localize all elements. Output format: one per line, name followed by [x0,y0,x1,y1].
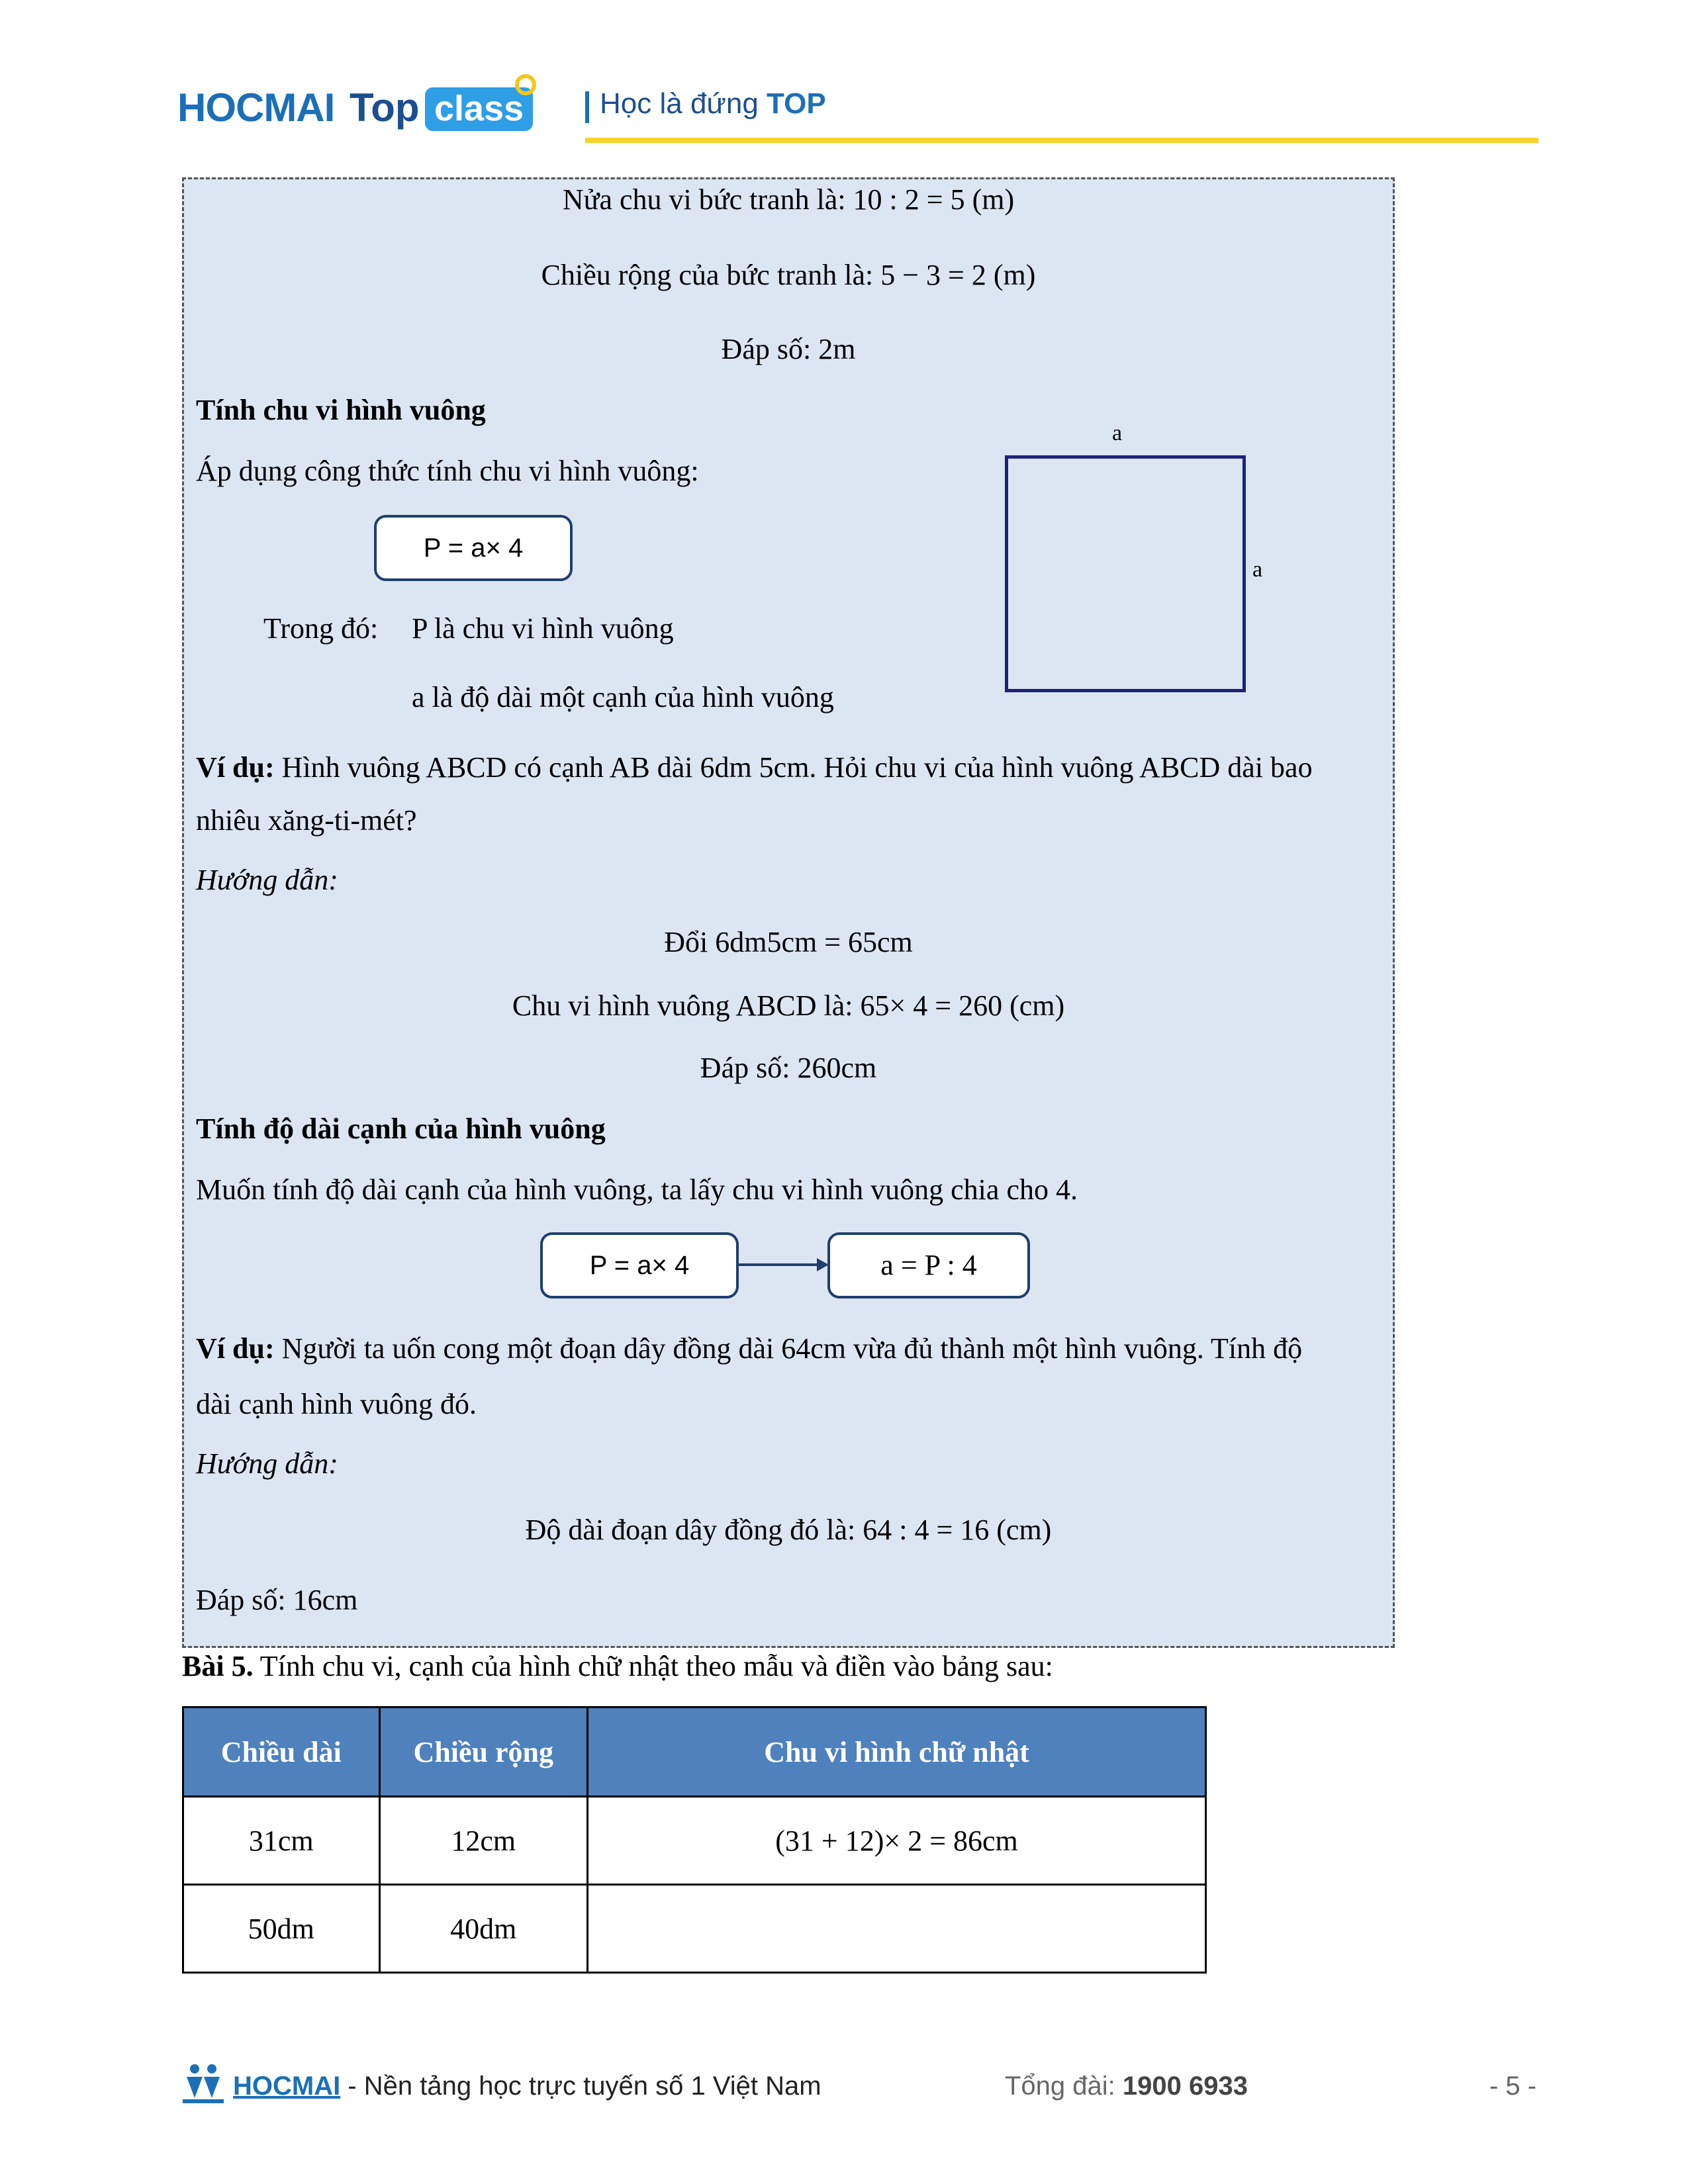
box-line-half-perimeter: Nửa chu vi bức tranh là: 10 : 2 = 5 (m) [562,183,1015,216]
where-p: P là chu vi hình vuông [412,612,674,645]
rule-side-text: Muốn tính độ dài cạnh của hình vuông, ta lấy chu vi hình vuông chia cho 4. [196,1173,1078,1206]
formula-perimeter: P = a× 4 [374,515,573,581]
example2-solution: Độ dài đoạn dây đồng đó là: 64 : 4 = 16 (cm) [525,1514,1052,1546]
footer-brand-link[interactable]: HOCMAI [233,2071,341,2101]
where-a: a là độ dài một cạnh của hình vuông [412,681,834,713]
formula-side: a = P : 4 [827,1232,1030,1298]
arrow-icon [739,1255,829,1275]
slogan: Học là đứng TOP [600,87,826,120]
header-width: Chiều rộng [379,1707,588,1797]
logo-class: class [425,87,533,131]
box-line-answer: Đáp số: 2m [721,333,856,365]
guide1-label: Hướng dẫn: [196,864,338,896]
heading-square-perimeter: Tính chu vi hình vuông [196,394,486,426]
cell-perimeter: (31 + 12)× 2 = 86cm [588,1797,1206,1885]
logo-hocmai: HOCMAI [177,85,335,130]
example2-answer: Đáp số: 16cm [196,1584,358,1616]
sun-icon [515,74,536,95]
header-length: Chiều dài [183,1707,380,1797]
example2-line1: Ví dụ: Người ta uốn cong một đoạn dây đồng dài 64cm vừa đủ thành một hình vuông. Tính độ [196,1332,1303,1365]
example2-line2: dài cạnh hình vuông đó. [196,1388,477,1420]
cell-length: 50dm [183,1885,380,1973]
cell-width: 40dm [379,1885,588,1973]
formula-perimeter-2: P = a× 4 [540,1232,739,1298]
guide2-label: Hướng dẫn: [196,1447,338,1480]
table-row [183,1885,1206,1973]
example1-line1: Ví dụ: Hình vuông ABCD có cạnh AB dài 6dm 5cm. Hỏi chu vi của hình vuông ABCD dài bao [196,751,1313,784]
footer-hotline: Tổng đài: 1900 6933 [1005,2071,1248,2101]
apply-formula-text: Áp dụng công thức tính chu vi hình vuông: [196,455,699,487]
rectangle-table [182,1706,1207,1974]
example1-convert: Đổi 6dm5cm = 65cm [664,926,913,958]
table-header-row [183,1707,1206,1797]
header-perimeter: Chu vi hình chữ nhật [588,1707,1206,1797]
square-top-label: a [1112,421,1123,445]
table-row [183,1797,1206,1885]
cell-width: 12cm [379,1797,588,1885]
heading-square-side: Tính độ dài cạnh của hình vuông [196,1113,606,1145]
hocmai-logo-icon [180,2060,226,2106]
header-rule [585,138,1538,143]
logo-top: Top [350,85,420,130]
slogan-divider [585,91,589,123]
footer-brand-line: HOCMAI - Nền tảng học trực tuyến số 1 Việt Nam [233,2071,821,2101]
cell-length: 31cm [183,1797,380,1885]
example1-perimeter: Chu vi hình vuông ABCD là: 65× 4 = 260 (cm) [512,989,1065,1022]
example1-line2: nhiêu xăng-ti-mét? [196,804,417,837]
square-side-label: a [1252,557,1263,582]
square-diagram [1005,455,1246,692]
page-number: - 5 - [1489,2071,1537,2101]
exercise-5-title: Bài 5. Tính chu vi, cạnh của hình chữ nhật theo mẫu và điền vào bảng sau: [182,1650,1053,1682]
where-label: Trong đó: [263,612,379,645]
example1-answer: Đáp số: 260cm [700,1052,877,1084]
box-line-width: Chiều rộng của bức tranh là: 5 − 3 = 2 (m) [541,259,1036,291]
cell-perimeter-blank[interactable] [588,1885,1206,1973]
